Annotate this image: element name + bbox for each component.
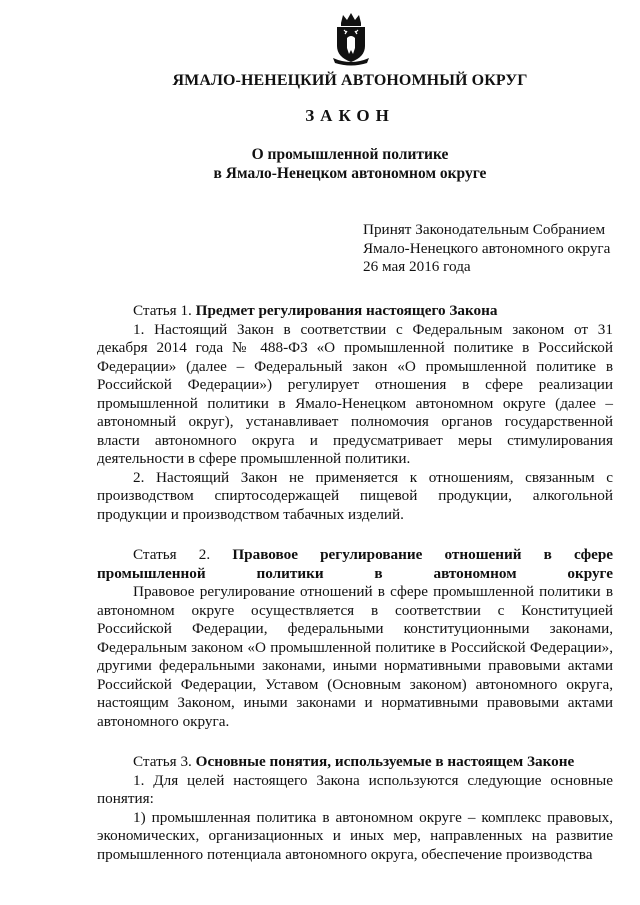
article-1-prefix: Статья 1. [133, 302, 192, 319]
article-2-heading [97, 546, 613, 583]
article-3-prefix: Статья 3. [133, 753, 192, 770]
spacer [97, 524, 613, 546]
article-2-paragraph-1: Правовое регулирование отношений в сфере промышленной политики в автономном округе осуществляется в соответствии с Конституцией Российской Федерации, федеральными конституционными законами, Федеральным законом «О промышленной политике в Российской Федерации», другими федеральными законами, иными нормативными правовыми актами Российской Федерации, Уставом (Основным законом) автономного округа, настоящим Законом, иными законами и нормативными правовыми актами автономного округа. [97, 583, 613, 730]
article-3-paragraph-1: 1. Для целей настоящего Закона используются следующие основные понятия: [97, 771, 613, 807]
region-name: ЯМАЛО-НЕНЕЦКИЙ АВТОНОМНЫЙ ОКРУГ [172, 72, 528, 89]
article-2-title: Правовое регулирование отношений в сфере промышленной политики в автономном округе [97, 546, 614, 582]
adoption-date: 26 мая 2016 года [363, 258, 471, 275]
article-1-paragraph-1: 1. Настоящий Закон в соответствии с Федеральным законом от 31 декабря 2014 года № 488-ФЗ «О промышленной политике в Российской Федерации» (далее – Федеральный закон «О промышленной политике в Российской Федерации») регулирует отношения в сфере реализации промышленной политики в Ямало-Ненецком автономном округе (далее – автономный округ), устанавливает полномочия органов государственной власти автономного округа и предусматривает меры стимулирования деятельности в сфере промышленной политики. [97, 320, 613, 467]
article-1-title: Предмет регулирования настоящего Закона [195, 302, 498, 319]
article-3-title: Основные понятия, используемые в настоящем Законе [195, 753, 575, 770]
law-subject [0, 145, 640, 183]
article-1-heading [97, 302, 613, 321]
spacer [97, 731, 613, 753]
article-1-paragraph-2: 2. Настоящий Закон не применяется к отношениям, связанным с производством спиртосодержащей пищевой продукции, алкогольной продукции и производством табачных изделий. [97, 468, 613, 523]
law-subject-line-1: О промышленной политике [251, 146, 449, 163]
document-type: ЗАКОН [305, 106, 395, 125]
law-subject-line-2: в Ямало-Ненецком автономном округе [213, 165, 487, 182]
adoption-note [363, 221, 633, 277]
article-3-heading [97, 753, 613, 772]
adoption-line-1: Принят Законодательным Собранием [363, 221, 606, 238]
article-3-paragraph-2: 1) промышленная политика в автономном округе – комплекс правовых, экономических, организационных и иных мер, направленных на развитие промышленного потенциала автономного округа, обеспечение производства [97, 808, 613, 863]
coat-of-arms-icon [330, 10, 372, 66]
law-body [97, 302, 613, 864]
article-2-prefix: Статья 2. [133, 546, 211, 563]
adoption-line-2: Ямало-Ненецкого автономного округа [363, 239, 611, 257]
